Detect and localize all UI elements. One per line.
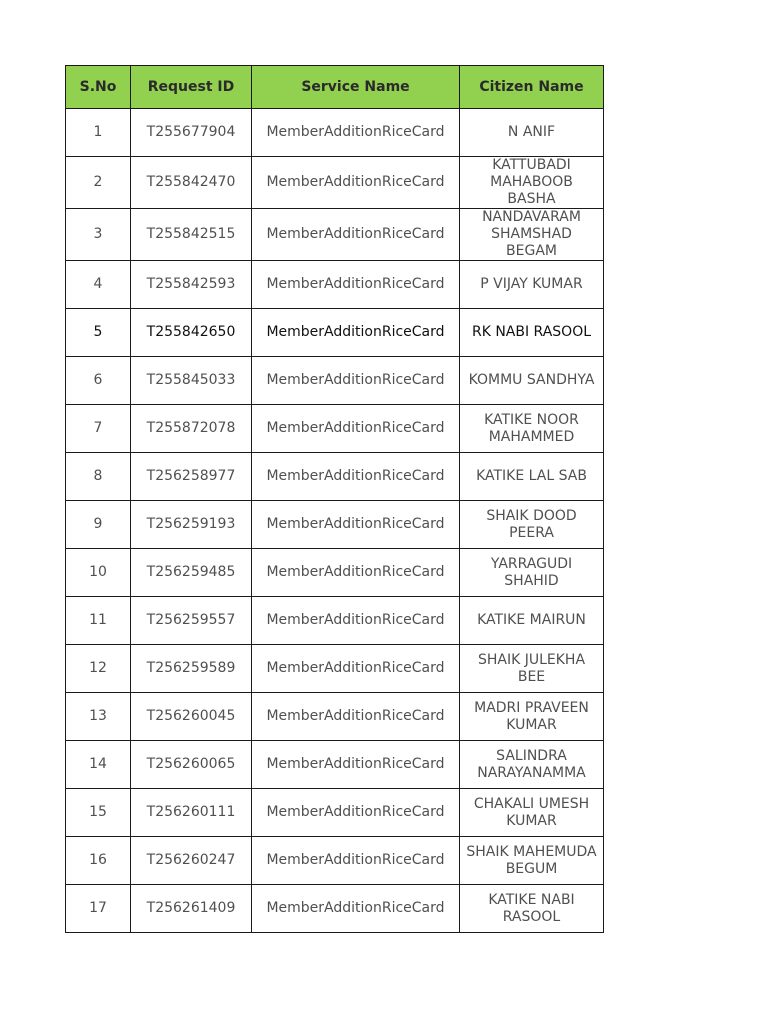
cell-citizen-name: KATIKE NABI RASOOL [460,885,604,933]
cell-citizen-name: KATIKE MAIRUN [460,597,604,645]
table-row [66,789,604,837]
header-sno: S.No [66,66,131,109]
table-row [66,837,604,885]
cell-citizen-name: SHAIK MAHEMUDA BEGUM [460,837,604,885]
cell-service-name: MemberAdditionRiceCard [252,645,460,693]
table-row [66,741,604,789]
cell-request-id: T255842470 [131,157,252,209]
cell-request-id: T256259193 [131,501,252,549]
table-row [66,309,604,357]
cell-citizen-name: MADRI PRAVEEN KUMAR [460,693,604,741]
cell-citizen-name: CHAKALI UMESH KUMAR [460,789,604,837]
table-row [66,885,604,933]
cell-request-id: T256259485 [131,549,252,597]
cell-citizen-name: KATIKE LAL SAB [460,453,604,501]
cell-sno: 12 [66,645,131,693]
cell-sno: 9 [66,501,131,549]
cell-citizen-name: SHAIK JULEKHA BEE [460,645,604,693]
cell-service-name: MemberAdditionRiceCard [252,837,460,885]
cell-request-id: T256260111 [131,789,252,837]
table-header-row [66,66,604,109]
cell-citizen-name: KOMMU SANDHYA [460,357,604,405]
table-row [66,597,604,645]
header-request-id: Request ID [131,66,252,109]
cell-service-name: MemberAdditionRiceCard [252,789,460,837]
cell-service-name: MemberAdditionRiceCard [252,597,460,645]
cell-sno: 5 [66,309,131,357]
cell-service-name: MemberAdditionRiceCard [252,885,460,933]
cell-service-name: MemberAdditionRiceCard [252,741,460,789]
cell-service-name: MemberAdditionRiceCard [252,453,460,501]
cell-service-name: MemberAdditionRiceCard [252,549,460,597]
table-row [66,645,604,693]
table-row [66,693,604,741]
cell-sno: 17 [66,885,131,933]
cell-service-name: MemberAdditionRiceCard [252,157,460,209]
cell-citizen-name: KATIKE NOOR MAHAMMED [460,405,604,453]
request-table [65,65,604,933]
cell-service-name: MemberAdditionRiceCard [252,109,460,157]
cell-request-id: T256261409 [131,885,252,933]
cell-sno: 6 [66,357,131,405]
cell-citizen-name: N ANIF [460,109,604,157]
cell-citizen-name: SHAIK DOOD PEERA [460,501,604,549]
cell-citizen-name: NANDAVARAM SHAMSHAD BEGAM [460,209,604,261]
cell-request-id: T256259589 [131,645,252,693]
cell-request-id: T255842515 [131,209,252,261]
cell-sno: 15 [66,789,131,837]
cell-request-id: T256260045 [131,693,252,741]
cell-sno: 10 [66,549,131,597]
cell-service-name: MemberAdditionRiceCard [252,261,460,309]
cell-request-id: T256260247 [131,837,252,885]
cell-sno: 16 [66,837,131,885]
cell-service-name: MemberAdditionRiceCard [252,693,460,741]
cell-citizen-name: RK NABI RASOOL [460,309,604,357]
cell-sno: 4 [66,261,131,309]
table-row [66,453,604,501]
cell-sno: 7 [66,405,131,453]
cell-request-id: T255677904 [131,109,252,157]
table-row [66,501,604,549]
cell-citizen-name: YARRAGUDI SHAHID [460,549,604,597]
cell-sno: 13 [66,693,131,741]
cell-sno: 1 [66,109,131,157]
cell-service-name: MemberAdditionRiceCard [252,405,460,453]
cell-request-id: T256259557 [131,597,252,645]
cell-request-id: T255872078 [131,405,252,453]
table-row [66,261,604,309]
cell-request-id: T255842593 [131,261,252,309]
cell-request-id: T256258977 [131,453,252,501]
header-service-name: Service Name [252,66,460,109]
cell-request-id: T255842650 [131,309,252,357]
cell-citizen-name: SALINDRA NARAYANAMMA [460,741,604,789]
cell-citizen-name: P VIJAY KUMAR [460,261,604,309]
cell-service-name: MemberAdditionRiceCard [252,357,460,405]
cell-sno: 11 [66,597,131,645]
table-body [66,109,604,933]
table-row [66,109,604,157]
cell-request-id: T255845033 [131,357,252,405]
table-row [66,209,604,261]
cell-sno: 8 [66,453,131,501]
table-row [66,549,604,597]
cell-service-name: MemberAdditionRiceCard [252,501,460,549]
table-row [66,405,604,453]
cell-request-id: T256260065 [131,741,252,789]
cell-sno: 14 [66,741,131,789]
header-citizen-name: Citizen Name [460,66,604,109]
cell-citizen-name: KATTUBADI MAHABOOB BASHA [460,157,604,209]
cell-service-name: MemberAdditionRiceCard [252,309,460,357]
cell-sno: 2 [66,157,131,209]
table-row [66,157,604,209]
cell-sno: 3 [66,209,131,261]
cell-service-name: MemberAdditionRiceCard [252,209,460,261]
table-row [66,357,604,405]
